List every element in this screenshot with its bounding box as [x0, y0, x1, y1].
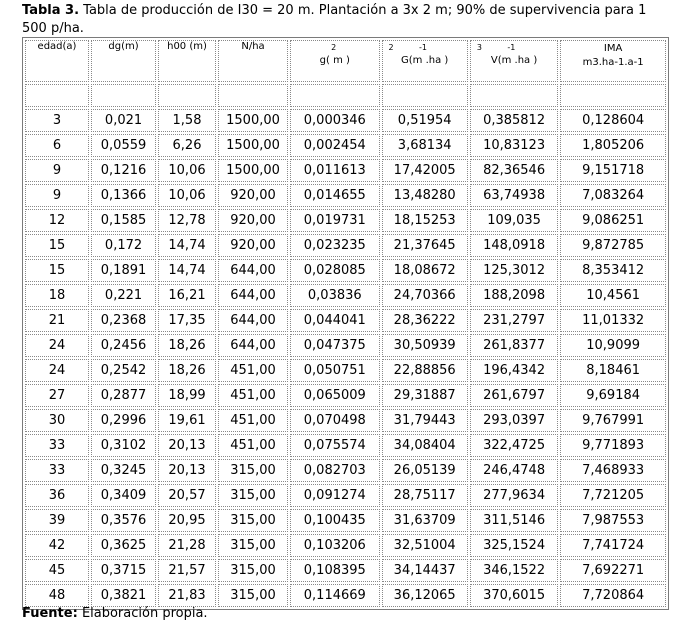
cell-g: 0,070498 — [290, 409, 379, 432]
cell-g: 0,075574 — [290, 434, 379, 457]
cell-G: 36,12065 — [382, 584, 468, 607]
cell-G: 26,05139 — [382, 459, 468, 482]
cell-h00: 6,26 — [158, 134, 216, 157]
cell-g: 0,108395 — [290, 559, 379, 582]
cell-n-ha: 315,00 — [218, 459, 288, 482]
cell-h00: 20,13 — [158, 459, 216, 482]
cell-dg: 0,0559 — [91, 134, 156, 157]
cell-G: 32,51004 — [382, 534, 468, 557]
cell-IMA: 11,01332 — [560, 309, 666, 332]
table-caption — [22, 2, 662, 38]
cell-h00: 20,13 — [158, 434, 216, 457]
cell-edad: 15 — [25, 234, 89, 257]
cell-edad: 9 — [25, 159, 89, 182]
cell-dg: 0,3102 — [91, 434, 156, 457]
cell-V: 277,9634 — [470, 484, 558, 507]
cell-dg: 0,1366 — [91, 184, 156, 207]
cell-V: 125,3012 — [470, 259, 558, 282]
cell-g: 0,023235 — [290, 234, 379, 257]
cell-g: 0,082703 — [290, 459, 379, 482]
cell-n-ha: 451,00 — [218, 409, 288, 432]
cell-g: 0,050751 — [290, 359, 379, 382]
cell-IMA: 9,767991 — [560, 409, 666, 432]
cell-n-ha: 315,00 — [218, 584, 288, 607]
cell-IMA: 10,4561 — [560, 284, 666, 307]
cell-edad: 21 — [25, 309, 89, 332]
cell-dg: 0,3625 — [91, 534, 156, 557]
cell-edad: 24 — [25, 334, 89, 357]
cell-dg: 0,3409 — [91, 484, 156, 507]
cell-h00: 20,57 — [158, 484, 216, 507]
cell-V: 346,1522 — [470, 559, 558, 582]
cell-IMA: 1,805206 — [560, 134, 666, 157]
table-row — [25, 434, 666, 457]
cell-edad: 36 — [25, 484, 89, 507]
cell-IMA: 7,721205 — [560, 484, 666, 507]
cell-G: 13,48280 — [382, 184, 468, 207]
cell-n-ha: 315,00 — [218, 484, 288, 507]
table-row — [25, 134, 666, 157]
table-row — [25, 584, 666, 607]
cell-V: 325,1524 — [470, 534, 558, 557]
cell-n-ha: 451,00 — [218, 384, 288, 407]
cell-h00: 21,28 — [158, 534, 216, 557]
cell-IMA: 7,468933 — [560, 459, 666, 482]
table-row — [25, 384, 666, 407]
cell-IMA: 9,151718 — [560, 159, 666, 182]
cell-G: 3,68134 — [382, 134, 468, 157]
cell-G: 28,36222 — [382, 309, 468, 332]
source-text: Elaboración propia. — [81, 606, 208, 621]
cell-h00: 21,57 — [158, 559, 216, 582]
header-h00: h00 (m) — [158, 40, 216, 82]
cell-IMA: 8,18461 — [560, 359, 666, 382]
cell-g: 0,002454 — [290, 134, 379, 157]
caption-text: Tabla de producción de I30 = 20 m. Plantación a 3x 2 m; 90% de supervivencia para 1 500 p/ha. — [22, 3, 647, 36]
table-row — [25, 334, 666, 357]
cell-edad: 6 — [25, 134, 89, 157]
cell-dg: 0,172 — [91, 234, 156, 257]
table-row — [25, 209, 666, 232]
cell-n-ha: 1500,00 — [218, 109, 288, 132]
cell-n-ha: 644,00 — [218, 284, 288, 307]
cell-V: 293,0397 — [470, 409, 558, 432]
cell-h00: 10,06 — [158, 159, 216, 182]
cell-V: 188,2098 — [470, 284, 558, 307]
cell-n-ha: 315,00 — [218, 509, 288, 532]
table-row — [25, 234, 666, 257]
table-row — [25, 534, 666, 557]
cell-edad: 18 — [25, 284, 89, 307]
cell-h00: 14,74 — [158, 259, 216, 282]
cell-G: 0,51954 — [382, 109, 468, 132]
source-label: Fuente: — [22, 606, 78, 621]
header-V: 3 -1 V(m .ha ) — [470, 40, 558, 82]
cell-G: 18,08672 — [382, 259, 468, 282]
cell-n-ha: 920,00 — [218, 209, 288, 232]
cell-edad: 30 — [25, 409, 89, 432]
table-row — [25, 109, 666, 132]
cell-G: 17,42005 — [382, 159, 468, 182]
cell-dg: 0,1216 — [91, 159, 156, 182]
cell-n-ha: 920,00 — [218, 184, 288, 207]
cell-V: 63,74938 — [470, 184, 558, 207]
header-G: 2 -1 G(m .ha ) — [382, 40, 468, 82]
cell-n-ha: 1500,00 — [218, 134, 288, 157]
cell-edad: 33 — [25, 434, 89, 457]
cell-G: 18,15253 — [382, 209, 468, 232]
cell-edad: 42 — [25, 534, 89, 557]
header-IMA: IMA m3.ha-1.a-1 — [560, 40, 666, 82]
cell-g: 0,114669 — [290, 584, 379, 607]
cell-h00: 12,78 — [158, 209, 216, 232]
cell-h00: 14,74 — [158, 234, 216, 257]
cell-h00: 20,95 — [158, 509, 216, 532]
header-dg: dg(m) — [91, 40, 156, 82]
cell-IMA: 8,353412 — [560, 259, 666, 282]
table-row — [25, 184, 666, 207]
header-g: 2 g( m ) — [290, 40, 379, 82]
cell-h00: 16,21 — [158, 284, 216, 307]
cell-edad: 15 — [25, 259, 89, 282]
cell-V: 370,6015 — [470, 584, 558, 607]
cell-g: 0,044041 — [290, 309, 379, 332]
cell-edad: 12 — [25, 209, 89, 232]
cell-edad: 27 — [25, 384, 89, 407]
cell-G: 34,08404 — [382, 434, 468, 457]
cell-n-ha: 451,00 — [218, 434, 288, 457]
cell-n-ha: 644,00 — [218, 259, 288, 282]
cell-edad: 45 — [25, 559, 89, 582]
header-row — [25, 40, 666, 82]
cell-dg: 0,2456 — [91, 334, 156, 357]
cell-IMA: 9,086251 — [560, 209, 666, 232]
spacer-row — [25, 84, 666, 107]
cell-V: 246,4748 — [470, 459, 558, 482]
cell-IMA: 0,128604 — [560, 109, 666, 132]
cell-edad: 48 — [25, 584, 89, 607]
cell-G: 28,75117 — [382, 484, 468, 507]
cell-h00: 21,83 — [158, 584, 216, 607]
cell-dg: 0,3245 — [91, 459, 156, 482]
cell-g: 0,065009 — [290, 384, 379, 407]
cell-dg: 0,2996 — [91, 409, 156, 432]
cell-V: 0,385812 — [470, 109, 558, 132]
cell-V: 109,035 — [470, 209, 558, 232]
cell-V: 311,5146 — [470, 509, 558, 532]
header-IMA-unit: m3.ha-1.a-1 — [582, 57, 644, 68]
source-note — [22, 605, 208, 623]
cell-V: 82,36546 — [470, 159, 558, 182]
cell-edad: 39 — [25, 509, 89, 532]
table-row — [25, 559, 666, 582]
table-row — [25, 309, 666, 332]
cell-dg: 0,1585 — [91, 209, 156, 232]
cell-n-ha: 451,00 — [218, 359, 288, 382]
cell-g: 0,047375 — [290, 334, 379, 357]
cell-IMA: 7,987553 — [560, 509, 666, 532]
caption-label: Tabla 3. — [22, 3, 80, 18]
cell-g: 0,028085 — [290, 259, 379, 282]
cell-G: 31,79443 — [382, 409, 468, 432]
cell-dg: 0,221 — [91, 284, 156, 307]
cell-dg: 0,2877 — [91, 384, 156, 407]
cell-g: 0,019731 — [290, 209, 379, 232]
table-row — [25, 409, 666, 432]
cell-h00: 18,26 — [158, 359, 216, 382]
cell-dg: 0,2542 — [91, 359, 156, 382]
cell-n-ha: 1500,00 — [218, 159, 288, 182]
cell-n-ha: 644,00 — [218, 309, 288, 332]
cell-h00: 18,99 — [158, 384, 216, 407]
cell-dg: 0,1891 — [91, 259, 156, 282]
cell-n-ha: 315,00 — [218, 559, 288, 582]
cell-G: 30,50939 — [382, 334, 468, 357]
cell-n-ha: 920,00 — [218, 234, 288, 257]
cell-G: 31,63709 — [382, 509, 468, 532]
header-n-ha: N/ha — [218, 40, 288, 82]
cell-g: 0,03836 — [290, 284, 379, 307]
cell-V: 322,4725 — [470, 434, 558, 457]
cell-V: 10,83123 — [470, 134, 558, 157]
cell-G: 24,70366 — [382, 284, 468, 307]
cell-IMA: 9,69184 — [560, 384, 666, 407]
cell-IMA: 7,083264 — [560, 184, 666, 207]
cell-G: 22,88856 — [382, 359, 468, 382]
cell-g: 0,100435 — [290, 509, 379, 532]
cell-dg: 0,3821 — [91, 584, 156, 607]
cell-h00: 19,61 — [158, 409, 216, 432]
cell-edad: 9 — [25, 184, 89, 207]
cell-IMA: 7,741724 — [560, 534, 666, 557]
cell-g: 0,103206 — [290, 534, 379, 557]
table-row — [25, 509, 666, 532]
cell-G: 34,14437 — [382, 559, 468, 582]
cell-g: 0,000346 — [290, 109, 379, 132]
table-row — [25, 359, 666, 382]
cell-edad: 33 — [25, 459, 89, 482]
cell-V: 196,4342 — [470, 359, 558, 382]
cell-dg: 0,021 — [91, 109, 156, 132]
cell-h00: 17,35 — [158, 309, 216, 332]
cell-IMA: 9,872785 — [560, 234, 666, 257]
cell-dg: 0,2368 — [91, 309, 156, 332]
table-row — [25, 459, 666, 482]
table-row — [25, 284, 666, 307]
cell-G: 21,37645 — [382, 234, 468, 257]
cell-dg: 0,3715 — [91, 559, 156, 582]
cell-G: 29,31887 — [382, 384, 468, 407]
cell-n-ha: 644,00 — [218, 334, 288, 357]
table-row — [25, 259, 666, 282]
cell-edad: 3 — [25, 109, 89, 132]
cell-IMA: 10,9099 — [560, 334, 666, 357]
cell-g: 0,091274 — [290, 484, 379, 507]
cell-n-ha: 315,00 — [218, 534, 288, 557]
cell-h00: 18,26 — [158, 334, 216, 357]
cell-edad: 24 — [25, 359, 89, 382]
cell-V: 261,6797 — [470, 384, 558, 407]
cell-IMA: 7,692271 — [560, 559, 666, 582]
cell-V: 148,0918 — [470, 234, 558, 257]
cell-h00: 10,06 — [158, 184, 216, 207]
cell-h00: 1,58 — [158, 109, 216, 132]
table-row — [25, 484, 666, 507]
cell-V: 261,8377 — [470, 334, 558, 357]
header-edad: edad(a) — [25, 40, 89, 82]
table-row — [25, 159, 666, 182]
cell-g: 0,011613 — [290, 159, 379, 182]
production-table — [22, 37, 669, 610]
cell-dg: 0,3576 — [91, 509, 156, 532]
cell-g: 0,014655 — [290, 184, 379, 207]
cell-IMA: 9,771893 — [560, 434, 666, 457]
cell-IMA: 7,720864 — [560, 584, 666, 607]
cell-V: 231,2797 — [470, 309, 558, 332]
